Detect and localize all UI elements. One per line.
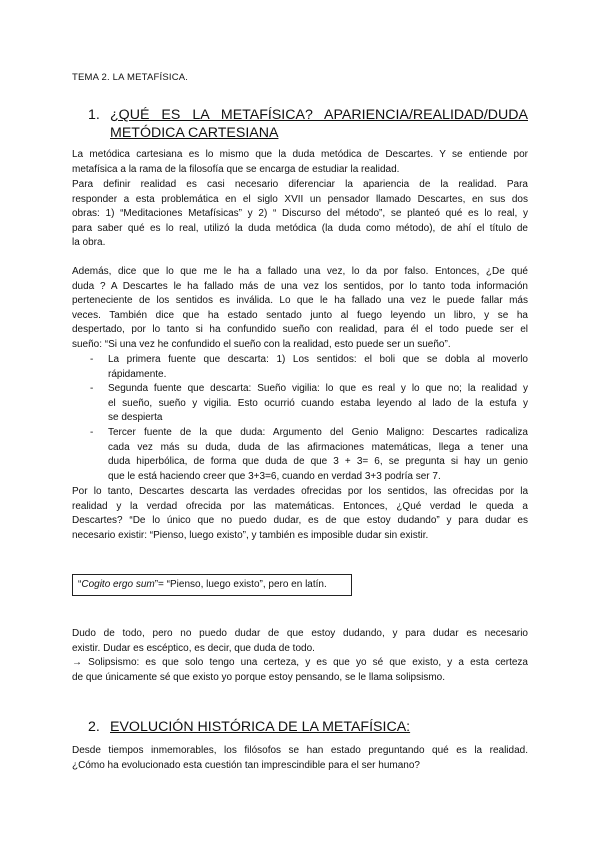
list-item-line: duda hiperbólica, de forma que duda de que 3 + 3= 6, se pregunta si hay un genio <box>108 456 528 468</box>
paragraph-line: necesario existir: “Pienso, luego existo”, y también es imposible dudar sin existir. <box>72 529 429 541</box>
paragraph-solipsism <box>72 627 528 685</box>
paragraph-line: ¿Cómo ha evolucionado esta cuestión tan imprescindible para el ser humano? <box>72 759 420 771</box>
paragraph-line: realidad y la verdad ofrecida por las matemáticas. Entonces, ¿Qué verdad le queda a <box>72 500 528 512</box>
paragraph-line: Además, dice que lo que me le ha a fallado una vez, lo da por falso. Entonces, ¿De qué <box>72 266 528 277</box>
list-dash: - <box>90 426 94 438</box>
cogito-quote-box <box>72 574 352 596</box>
list-item-line: rápidamente. <box>108 368 167 380</box>
list-item-line: se despierta <box>108 412 163 424</box>
paragraph-line: de que únicamente sé que existo yo porque estoy pensando, se le llama solipsismo. <box>72 671 446 683</box>
paragraph-line: obras: 1) “Meditaciones Metafísicas” y 2) “ Discurso del método”, se planteó qué es lo real, y <box>72 208 528 220</box>
list-dash: - <box>90 354 94 365</box>
section-2-heading-text: EVOLUCIÓN HISTÓRICA DE LA METAFÍSICA: <box>110 719 411 735</box>
list-item <box>72 426 528 484</box>
section-2-heading <box>88 718 528 736</box>
paragraph-line: metafísica a la rama de la filosofía que se encarga de estudiar la realidad. <box>72 163 400 175</box>
paragraph-line: duda ? A Descartes le ha fallado más de una vez los sentidos, por lo tanto toda información <box>72 280 528 292</box>
paragraph-line: Dudo de todo, pero no puedo dudar de que estoy dudando, y para dudar es necesario <box>72 628 528 639</box>
paragraph-line: perteneciente de los sentidos es inválida. Lo que le ha fallado una vez le puede fallar más <box>72 295 528 307</box>
paragraph-line: responder a esta problemática en el siglo XVII un pensador llamado Descartes, en sus dos <box>72 193 528 205</box>
quote-latin: Cogito ergo sum <box>81 579 155 590</box>
paragraph-line: la obra. <box>72 237 106 249</box>
list-item-line: cada vez más su duda, duda de las afirmaciones matemáticas, llega a tener una <box>108 441 528 453</box>
paragraph-line: La metódica cartesiana es lo mismo que la duda metódica de Descartes. Y se entiende por <box>72 149 528 160</box>
section-2-number: 2. <box>88 719 100 735</box>
paragraph-line: veces. También dice que ha estado sentado junto al fuego leyendo un libro, y se ha <box>72 309 528 321</box>
doubt-sources-list <box>72 353 528 484</box>
paragraph-line: Para definir realidad es casi necesario diferenciar la apariencia de la realidad. Para <box>72 179 528 190</box>
list-item <box>72 382 528 426</box>
list-dash: - <box>90 383 94 395</box>
section-1-heading-line1: ¿QUÉ ES LA METAFÍSICA? APARIENCIA/REALIDAD/DUDA <box>110 107 528 123</box>
paragraph-line: despertado, por lo tanto si ha confundido sueño con realidad, para él el todo puede ser el <box>72 324 528 336</box>
paragraph-senses-doubt <box>72 265 528 353</box>
paragraph-line: Descartes? “De lo único que no puedo dudar, es de que estoy dudando” y para dudar es <box>72 515 528 527</box>
list-item-line: Segunda fuente que descarta: Sueño vigilia: lo que es real y lo que no; la realidad y <box>108 383 528 395</box>
paragraph-reality-definition <box>72 178 528 251</box>
paragraph-line: → Solipsismo: es que solo tengo una certeza, y es que yo sé que existo, y a esta certeza <box>72 657 528 669</box>
list-item <box>72 353 528 382</box>
paragraph-intro <box>72 148 528 177</box>
paragraph-conclusion <box>72 485 528 543</box>
section-1-heading <box>88 106 528 142</box>
section-1-number: 1. <box>88 107 100 123</box>
list-item-line: La primera fuente que descarta: 1) Los sentidos: el boli que se dobla al moverlo <box>108 354 528 365</box>
quote-open-mark: “ <box>78 579 82 590</box>
quote-rest: ”= “Pienso, luego existo”, pero en latín. <box>154 579 327 590</box>
list-item-line: el sueño, sueño y vigilia. Esto ocurrió cuando estaba leyendo al lado de la estufa y <box>108 397 528 409</box>
document-title: TEMA 2. LA METAFÍSICA. <box>72 72 189 83</box>
list-item-line: Tercer fuente de la que duda: Argumento del Genio Maligno: Descartes radicaliza <box>108 426 528 438</box>
paragraph-line: existir. Dudar es escéptico, es decir, que duda de todo. <box>72 642 315 654</box>
paragraph-line: Desde tiempos inmemorables, los filósofos se han estado preguntando qué es la realidad. <box>72 745 528 756</box>
paragraph-line: Por lo tanto, Descartes descarta las verdades ofrecidas por los sentidos, las ofrecidas por la <box>72 486 528 497</box>
section-1-heading-line2: METÓDICA CARTESIANA <box>110 125 279 141</box>
paragraph-line: para saber qué es lo real, utilizó la duda metódica (la duda como método), de ahí el título de <box>72 222 528 234</box>
paragraph-line: sueño: “Si una vez he confundido el sueño con la realidad, esto puede ser un sueño”. <box>72 338 451 350</box>
paragraph-evolution <box>72 744 528 773</box>
list-item-line: que le está haciendo creer que 3+3=6, cuando en verdad 3+3 podría ser 7. <box>108 470 441 482</box>
